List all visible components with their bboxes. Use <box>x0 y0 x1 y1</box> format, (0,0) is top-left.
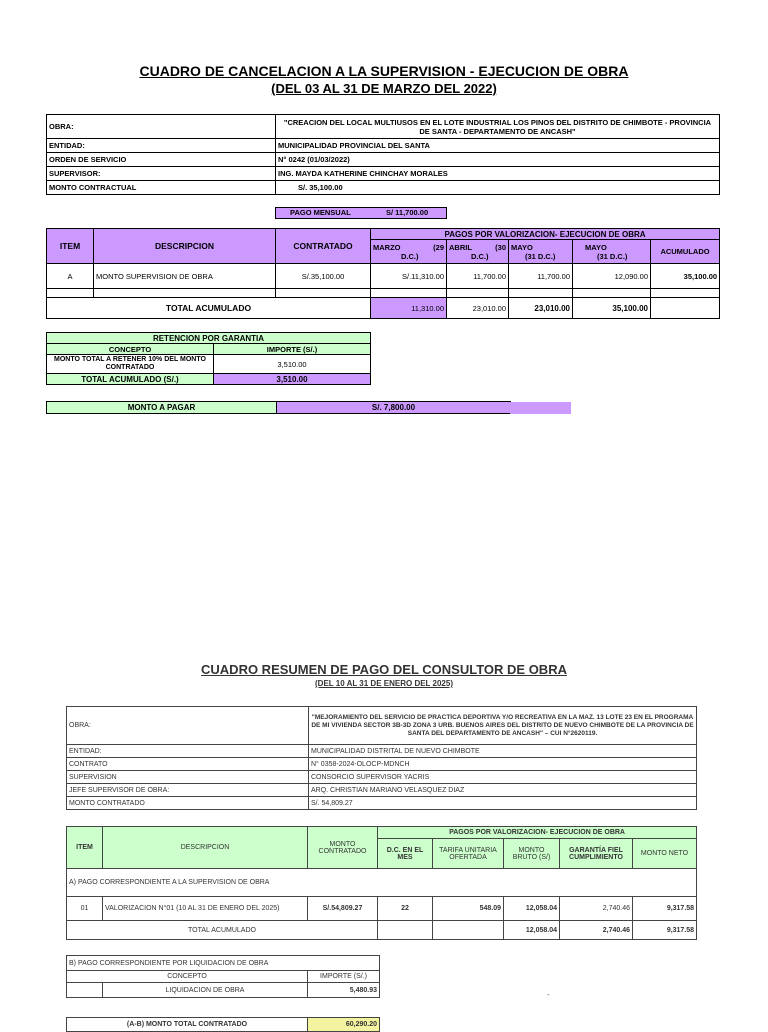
h-abril-a: ABRIL <box>449 242 472 252</box>
retencion-total-value: 3,510.00 <box>214 374 371 385</box>
orden-label: ORDEN DE SERVICIO <box>47 153 276 167</box>
h-mayo2-b: (31 D.C.) <box>597 251 628 261</box>
obra-label: OBRA: <box>47 115 276 139</box>
h-contratado: CONTRATADO <box>276 229 371 264</box>
h-abril-c: D.C.) <box>471 251 489 261</box>
retencion-table <box>46 332 371 385</box>
doc2-h-bruto: MONTO BRUTO (S/) <box>504 839 560 869</box>
doc2-row-monto: S/.54,809.27 <box>308 897 378 921</box>
doc2-bottom-label: (A-B) MONTO TOTAL CONTRATADO <box>67 1018 308 1032</box>
orden-value: N° 0242 (01/03/2022) <box>276 153 720 167</box>
h-descripcion: DESCRIPCION <box>94 229 276 264</box>
doc2-total-bruto: 12,058.04 <box>504 921 560 940</box>
total-abril: 23,010.00 <box>447 298 509 319</box>
retencion-concepto: MONTO TOTAL A RETENER 10% DEL MONTO CONTRATADO <box>47 355 214 374</box>
spacer-cell <box>47 289 94 298</box>
doc1-subtitle: (DEL 03 AL 31 DE MARZO DEL 2022) <box>271 81 497 96</box>
pago-mensual-box <box>275 207 447 219</box>
doc2-row-descripcion: VALORIZACION N°01 (10 AL 31 DE ENERO DEL 2025) <box>103 897 308 921</box>
doc2-monto-label: MONTO CONTRATADO <box>67 797 309 810</box>
doc2-liquidacion-table <box>66 955 380 998</box>
doc1-info-table <box>46 114 720 195</box>
h-abril-b: (30 <box>495 242 506 252</box>
doc2-liquidacion-title: B) PAGO CORRESPONDIENTE POR LIQUIDACION DE OBRA <box>67 956 380 971</box>
doc2-total-label: TOTAL ACUMULADO <box>67 921 378 940</box>
doc2-row-bruto: 12,058.04 <box>504 897 560 921</box>
total-mayo1: 23,010.00 <box>509 298 573 319</box>
monto-a-pagar-table <box>46 401 511 414</box>
doc2-bottom-table <box>66 1017 380 1032</box>
doc2-total-garantia: 2,740.46 <box>560 921 633 940</box>
total-acumulado <box>651 298 720 319</box>
doc2-payments-table <box>66 826 697 940</box>
doc2-total-dc <box>378 921 433 940</box>
doc2-jefe-label: JEFE SUPERVISOR DE OBRA: <box>67 784 309 797</box>
h-abril <box>447 240 509 264</box>
doc2-row-dc: 22 <box>378 897 433 921</box>
retencion-h-concepto: CONCEPTO <box>47 344 214 355</box>
entidad-label: ENTIDAD: <box>47 139 276 153</box>
spacer-cell <box>573 289 651 298</box>
row-descripcion: MONTO SUPERVISION DE OBRA <box>94 264 276 289</box>
row-acumulado: 35,100.00 <box>651 264 720 289</box>
supervisor-value: ING. MAYDA KATHERINE CHINCHAY MORALES <box>276 167 720 181</box>
doc2-entidad-value: MUNICIPALIDAD DISTRITAL DE NUEVO CHIMBOTE <box>309 745 697 758</box>
spacer-cell <box>276 289 371 298</box>
spacer-cell <box>447 289 509 298</box>
doc1-payments-table <box>46 228 720 319</box>
retencion-title: RETENCION POR GARANTIA <box>47 333 371 344</box>
h-acumulado: ACUMULADO <box>651 240 720 264</box>
doc2-supervision-label: SUPERVISION <box>67 771 309 784</box>
total-label: TOTAL ACUMULADO <box>47 298 371 319</box>
doc2-row-item: 01 <box>67 897 103 921</box>
doc2-h-garantia: GARANTÍA FIEL CUMPLIMIENTO <box>560 839 633 869</box>
row-abril: 11,700.00 <box>447 264 509 289</box>
h-mayo2-a: MAYO <box>585 242 607 252</box>
doc2-obra-label: OBRA: <box>67 707 309 745</box>
monto-a-pagar-value: S/. 7,800.00 <box>277 402 511 414</box>
doc2-liquidacion-blank <box>67 983 103 998</box>
h-mayo1-b: (31 D.C.) <box>525 251 556 261</box>
doc2-row-garantia: 2,740.46 <box>560 897 633 921</box>
monto-a-pagar-extra <box>510 402 571 414</box>
row-contratado: S/.35,100.00 <box>276 264 371 289</box>
monto-a-pagar-label: MONTO A PAGAR <box>47 402 277 414</box>
h-mayo2 <box>573 240 651 264</box>
doc2-liquidacion-importe: 5,480.93 <box>308 983 380 998</box>
h-marzo-b: (29 <box>433 242 444 252</box>
spacer-cell <box>94 289 276 298</box>
doc2-entidad-label: ENTIDAD: <box>67 745 309 758</box>
doc2-h-dc: D.C. EN EL MES <box>378 839 433 869</box>
doc2-jefe-value: ARQ. CHRISTIAN MARIANO VELASQUEZ DIAZ <box>309 784 697 797</box>
h-item: ITEM <box>47 229 94 264</box>
supervisor-label: SUPERVISOR: <box>47 167 276 181</box>
doc2-h-descripcion: DESCRIPCION <box>103 827 308 869</box>
doc2-h-pagos: PAGOS POR VALORIZACION- EJECUCION DE OBRA <box>378 827 697 839</box>
pago-mensual-label: PAGO MENSUAL <box>290 208 351 217</box>
doc2-subtitle: (DEL 10 AL 31 DE ENERO DEL 2025) <box>315 679 453 688</box>
doc1-title: CUADRO DE CANCELACION A LA SUPERVISION - EJECUCION DE OBRA <box>139 63 629 79</box>
spacer-cell <box>371 289 447 298</box>
total-mayo2: 35,100.00 <box>573 298 651 319</box>
doc2-liquidacion-h-importe: IMPORTE (S/.) <box>308 971 380 983</box>
doc2-total-tarifa <box>433 921 504 940</box>
retencion-total-label: TOTAL ACUMULADO (S/.) <box>47 374 214 385</box>
row-mayo2: 12,090.00 <box>573 264 651 289</box>
doc2-section-a: A) PAGO CORRESPONDIENTE A LA SUPERVISION DE OBRA <box>67 869 697 897</box>
h-marzo-c: D.C.) <box>401 251 419 261</box>
obra-value: "CREACION DEL LOCAL MULTIUSOS EN EL LOTE INDUSTRIAL LOS PINOS DEL DISTRITO DE CHIMBOTE - PROVINCIA DE SANTA - DEPARTAMENTO DE ANCASH" <box>276 115 720 139</box>
doc2-total-neto: 9,317.58 <box>633 921 697 940</box>
doc2-title: CUADRO RESUMEN DE PAGO DEL CONSULTOR DE OBRA <box>201 662 567 677</box>
doc2-monto-value: S/. 54,809.27 <box>309 797 697 810</box>
doc2-h-tarifa: TARIFA UNITARIA OFERTADA <box>433 839 504 869</box>
doc2-row-tarifa: 548.09 <box>433 897 504 921</box>
pago-mensual-value: S/ 11,700.00 <box>386 208 429 217</box>
entidad-value: MUNICIPALIDAD PROVINCIAL DEL SANTA <box>276 139 720 153</box>
h-mayo1 <box>509 240 573 264</box>
doc2-contrato-label: CONTRATO <box>67 758 309 771</box>
h-pagos: PAGOS POR VALORIZACION- EJECUCION DE OBRA <box>371 229 720 240</box>
doc2-bottom-value: 60,290.20 <box>308 1018 380 1032</box>
doc2-contrato-value: N° 0358-2024-OLOCP-MDNCH <box>309 758 697 771</box>
doc2-supervision-value: CONSORCIO SUPERVISOR YACRIS <box>309 771 697 784</box>
doc2-h-neto: MONTO NETO <box>633 839 697 869</box>
h-mayo1-a: MAYO <box>511 242 533 252</box>
h-marzo <box>371 240 447 264</box>
row-mayo1: 11,700.00 <box>509 264 573 289</box>
doc2-liquidacion-h-concepto: CONCEPTO <box>67 971 308 983</box>
row-marzo: S/.11,310.00 <box>371 264 447 289</box>
doc2-h-monto: MONTO CONTRATADO <box>308 827 378 869</box>
monto-label: MONTO CONTRACTUAL <box>47 181 276 195</box>
doc2-info-table <box>66 706 697 810</box>
spacer-cell <box>651 289 720 298</box>
monto-value: S/. 35,100.00 <box>276 181 720 195</box>
retencion-importe: 3,510.00 <box>214 355 371 374</box>
row-item: A <box>47 264 94 289</box>
doc2-dash: - <box>547 990 550 999</box>
doc2-liquidacion-concepto: LIQUIDACION DE OBRA <box>103 983 308 998</box>
total-marzo: 11,310.00 <box>371 298 447 319</box>
spacer-cell <box>509 289 573 298</box>
doc2-obra-value: "MEJORAMIENTO DEL SERVICIO DE PRACTICA DEPORTIVA Y/O RECREATIVA EN LA MAZ. 13 LOTE 23 EN EL PROGRAMA DE MI VIVIENDA SECTOR 3B-3D ZONA 3 URB. BUENOS AIRES DEL DISTRITO DE NUEVO CHIMBOTE DE LA PROVINCIA DE SANTA DEL DEPARTAMENTO DE ANCASH" – CUI N°2620119. <box>309 707 697 745</box>
retencion-h-importe: IMPORTE (S/.) <box>214 344 371 355</box>
h-marzo-a: MARZO <box>373 242 401 252</box>
doc2-h-item: ITEM <box>67 827 103 869</box>
doc2-row-neto: 9,317.58 <box>633 897 697 921</box>
